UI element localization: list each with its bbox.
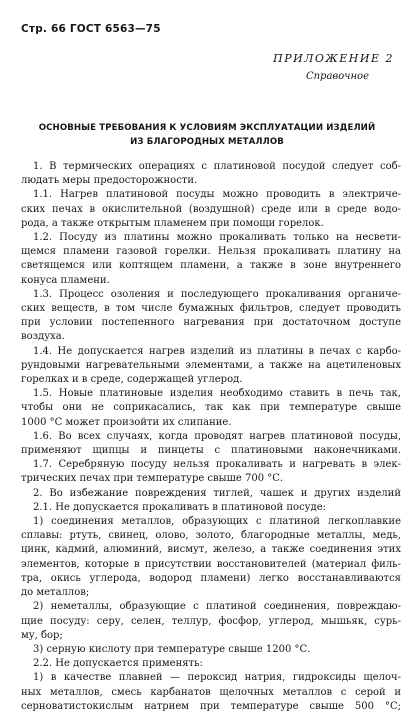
document-body — [21, 160, 401, 714]
body-line: ских веществ, в том числе бумажных фильтров, следует проводить — [21, 303, 401, 315]
body-line: 2. Во избежание повреждения тиглей, чашек и других изделий — [33, 487, 401, 499]
body-line: рода, а также открытым пламенем при помощи горелок. — [21, 217, 324, 229]
body-line: до металлов; — [21, 587, 90, 599]
body-line: светящемся или коптящем пламени, а также в зоне внутреннего — [21, 260, 401, 272]
body-line: 1.2. Посуду из платины можно прокаливать только на несвети- — [33, 232, 401, 244]
body-line: 2.2. Не допускается применять: — [33, 658, 203, 670]
body-line: щие посуду: серу, селен, теллур, фосфор, углерод, мышьяк, сурь- — [21, 615, 401, 627]
appendix-note: Справочное — [305, 71, 369, 82]
body-line: при условии постепенного нагревания при достаточном доступе — [21, 317, 401, 329]
body-line: элементов, которые в присутствии восстановителей (материал филь- — [21, 558, 401, 570]
body-line: людать меры предосторожности. — [21, 175, 198, 187]
body-line: применяют щипцы и пинцеты с платиновыми наконечниками. — [21, 445, 401, 457]
body-line: серноватистокислым натрием при температуре свыше 500 °С; — [21, 700, 401, 712]
body-line: тра, окись углерода, водород пламени) легко восстанавливаются — [21, 572, 401, 584]
title-line: ИЗ БЛАГОРОДНЫХ МЕТАЛЛОВ — [130, 137, 284, 147]
page-header: Стр. 66 ГОСТ 6563—75 — [21, 23, 161, 35]
body-line: чтобы они не соприкасались, так как при температуре свыше — [21, 402, 401, 414]
body-line: 1.4. Не допускается нагрев изделий из платины в печах с карбо- — [33, 345, 401, 357]
body-line: трических печах при температуре свыше 700 °С. — [21, 473, 284, 485]
appendix-label: ПРИЛОЖЕНИЕ 2 — [273, 52, 394, 65]
body-line: горелках и в среде, содержащей углерод. — [21, 374, 243, 386]
body-line: 1.3. Процесс озоления и последующего прокаливания органиче- — [33, 288, 401, 300]
body-line: 1) в качестве плавней — пероксид натрия, гидроксиды щелоч- — [33, 672, 401, 684]
body-line: конуса пламени. — [21, 274, 110, 286]
document-title — [30, 121, 384, 149]
body-line: ских печах в окислительной (воздушной) среде или в среде водо- — [21, 203, 401, 215]
body-line: 1000 °С может произойти их слипание. — [21, 416, 232, 428]
body-line: 1.6. Во всех случаях, когда проводят нагрев платиновой посуды, — [33, 430, 401, 442]
body-line: 1.1. Нагрев платиновой посуды можно проводить в электриче- — [33, 189, 401, 201]
body-line: му, бор; — [21, 629, 63, 641]
body-line: 1) соединения металлов, образующих с платиной легкоплавкие — [33, 516, 401, 528]
body-line: рундовыми нагревательными элементами, а также на ацетиленовых — [21, 359, 401, 371]
title-line: ОСНОВНЫЕ ТРЕБОВАНИЯ К УСЛОВИЯМ ЭКСПЛУАТАЦИИ ИЗДЕЛИЙ — [38, 123, 376, 133]
body-line: 2.1. Не допускается прокаливать в платиновой посуде: — [33, 501, 326, 513]
body-line: 2) неметаллы, образующие с платиной соединения, повреждаю- — [33, 601, 401, 613]
body-line: сплавы: ртуть, свинец, олово, золото, благородные металлы, медь, — [21, 530, 401, 542]
body-line: воздуха. — [21, 331, 65, 343]
body-line: 1. В термических операциях с платиновой посудой следует соб- — [33, 161, 401, 172]
body-line: цинк, кадмий, алюминий, висмут, железо, а также соединения этих — [21, 544, 401, 556]
body-line: 1.5. Новые платиновые изделия необходимо ставить в печь так, — [33, 388, 401, 400]
body-line: 1.7. Серебряную посуду нельзя прокаливать и нагревать в элек- — [33, 459, 401, 471]
body-line: ных металлов, смесь карбанатов щелочных металлов с серой и — [21, 686, 401, 698]
body-line: щемся пламени газовой горелки. Нельзя прокаливать платину на — [21, 246, 401, 258]
body-line: 3) серную кислоту при температуре свыше 1200 °С. — [33, 643, 311, 655]
